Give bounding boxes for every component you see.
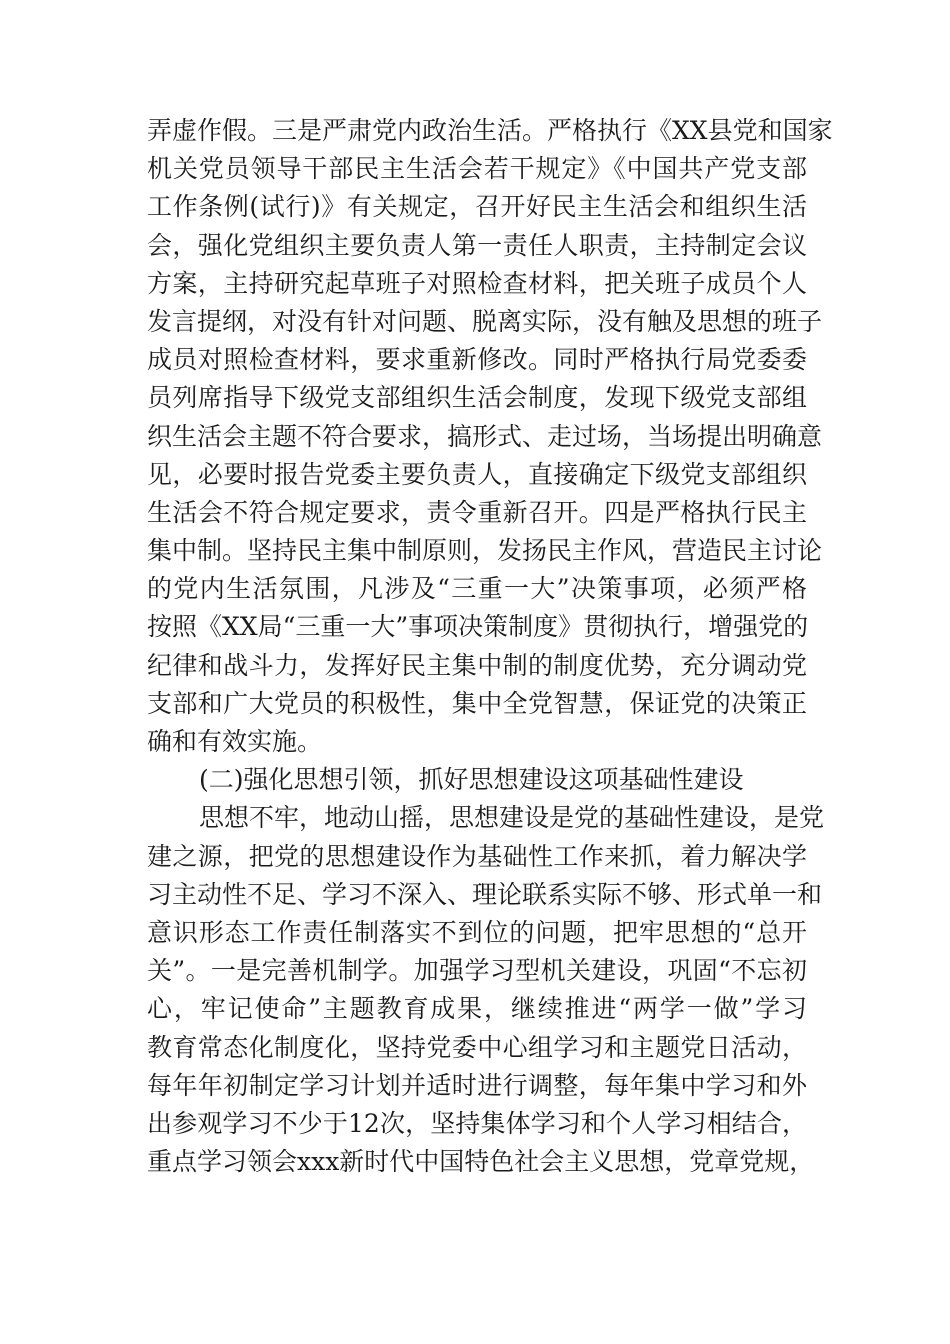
text-line: 按照《XX局“三重一大”事项决策制度》贯彻执行，增强党的 — [147, 612, 809, 642]
text-line: 方案，主持研究起草班子对照检查材料，把关班子成员个人 — [147, 268, 807, 298]
text-line: 建之源，把党的思想建设作为基础性工作来抓，着力解决学 — [147, 841, 807, 871]
text-line: 成员对照检查材料，要求重新修改。同时严格执行局党委委 — [147, 345, 807, 375]
text-line: 的党内生活氛围，凡涉及“三重一大”决策事项，必须严格 — [147, 574, 807, 604]
text-line: 重点学习领会xxx新时代中国特色社会主义思想，党章党规， — [147, 1147, 815, 1177]
text-line: 生活会不符合规定要求，责令重新召开。四是严格执行民主 — [147, 497, 807, 527]
text-line: 会，强化党组织主要负责人第一责任人职责，主持制定会议 — [147, 230, 807, 260]
text-line: 弄虚作假。三是严肃党内政治生活。严格执行《XX县党和国家 — [147, 116, 833, 145]
document-body — [147, 112, 833, 1181]
text-line: 集中制。坚持民主集中制原则，发扬民主作风，营造民主讨论 — [147, 536, 823, 566]
text-line: 织生活会主题不符合要求，搞形式、走过场，当场提出明确意 — [147, 421, 823, 451]
text-line: 发言提纲，对没有针对问题、脱离实际，没有触及思想的班子 — [147, 306, 823, 336]
text-line: 出参观学习不少于12次，坚持集体学习和个人学习相结合， — [147, 1108, 807, 1138]
section-heading: (二)强化思想引领，抓好思想建设这项基础性建设 — [199, 765, 744, 795]
text-line: 纪律和战斗力，发挥好民主集中制的制度优势，充分调动党 — [147, 650, 807, 680]
text-line: 意识形态工作责任制落实不到位的问题，把牢思想的“总开 — [147, 917, 807, 947]
text-line: 工作条例(试行)》有关规定，召开好民主生活会和组织生活 — [147, 192, 807, 222]
text-line: 确和有效实施。 — [147, 727, 323, 756]
text-line: 关”。一是完善机制学。加强学习型机关建设，巩固“不忘初 — [147, 956, 807, 986]
text-line: 习主动性不足、学习不深入、理论联系实际不够、形式单一和 — [147, 879, 823, 909]
text-line: 教育常态化制度化，坚持党委中心组学习和主题党日活动， — [147, 1032, 807, 1062]
text-line: 思想不牢，地动山摇，思想建设是党的基础性建设，是党 — [199, 803, 825, 833]
text-line: 见，必要时报告党委主要负责人，直接确定下级党支部组织 — [147, 459, 807, 489]
text-line: 支部和广大党员的积极性，集中全党智慧，保证党的决策正 — [147, 688, 807, 718]
text-line: 机关党员领导干部民主生活会若干规定》《中国共产党支部 — [147, 154, 807, 184]
text-line: 员列席指导下级党支部组织生活会制度，发现下级党支部组 — [147, 383, 807, 413]
text-line: 每年年初制定学习计划并适时进行调整，每年集中学习和外 — [147, 1070, 807, 1100]
text-line: 心，牢记使命”主题教育成果，继续推进“两学一做”学习 — [147, 994, 807, 1024]
